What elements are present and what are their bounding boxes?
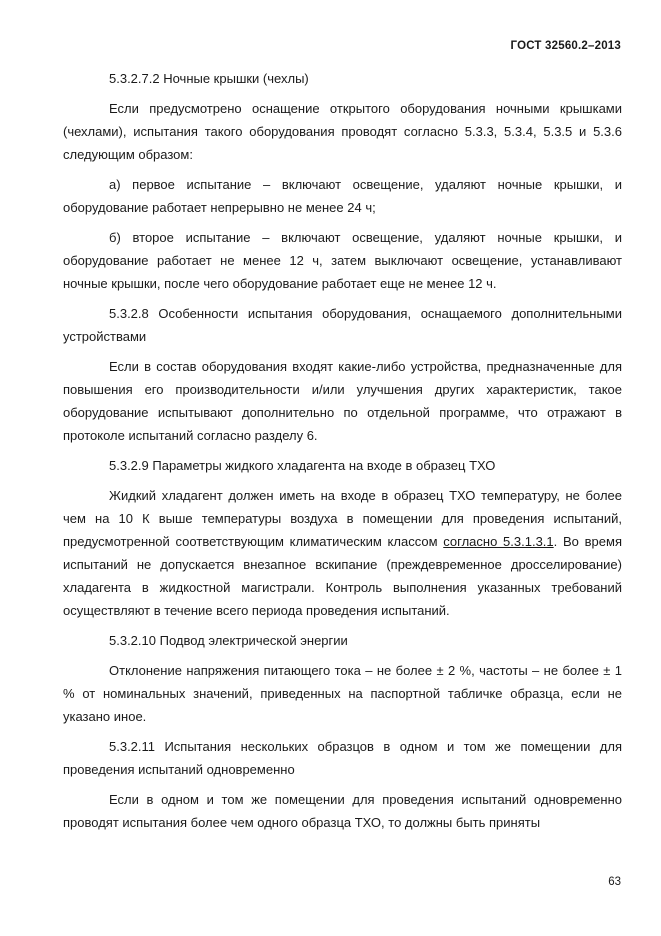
body-paragraph: Если в состав оборудования входят какие-либо устройства, предназначенные для повышения его производительности и/или улучшения других характеристик, такое оборудование испытывают дополнительно по отдельной программе, что отражают в протоколе испытаний согласно разделу 6. [63,359,622,443]
page-number: 63 [608,876,621,888]
section-heading-5-3-2-8: 5.3.2.8 Особенности испытания оборудования, оснащаемого дополнительными устройствами [63,306,622,344]
section-heading-5-3-2-10: 5.3.2.10 Подвод электрической энергии [109,633,348,648]
list-item-a: а) первое испытание – включают освещение, удаляют ночные крышки, и оборудование работает непрерывно не менее 24 ч; [63,177,622,215]
standard-header: ГОСТ 32560.2–2013 [510,40,621,52]
body-paragraph: Если предусмотрено оснащение открытого оборудования ночными крышками (чехлами), испытания такого оборудования проводят согласно 5.3.3, 5.3.4, 5.3.5 и 5.3.6 следующим образом: [63,101,622,162]
clause-reference-link[interactable]: согласно 5.3.1.3.1 [443,534,554,549]
section-heading-5-3-2-11: 5.3.2.11 Испытания нескольких образцов в одном и том же помещении для проведения испытаний одновременно [63,739,622,777]
list-item-b: б) второе испытание – включают освещение, удаляют ночные крышки, и оборудование работает не менее 12 ч, затем выключают освещение, устанавливают ночные крышки, после чего оборудование работает еще не менее 12 ч. [63,230,622,291]
body-paragraph-with-reference [63,484,622,622]
document-body [63,67,622,841]
body-paragraph: Если в одном и том же помещении для проведения испытаний одновременно проводят испытания более чем одного образца ТХО, то должны быть приняты [63,792,622,830]
section-heading-5-3-2-9: 5.3.2.9 Параметры жидкого хладагента на входе в образец ТХО [109,458,496,473]
section-heading-5-3-2-7-2: 5.3.2.7.2 Ночные крышки (чехлы) [109,71,309,86]
paragraph-text-start: Жидкий хладагент должен иметь на входе в образец ТХО температуру, не более чем на 10 К выше температуры воздуха в помещении для проведения испытаний, предусмотренной соответствующим климатическим классом [63,488,622,549]
paragraph-text-end: . Во время испытаний не допускается внезапное вскипание (преждевременное дросселирование) хладагента в жидкостной магистрали. Контроль выполнения указанных требований осуществляют в течение всего периода проведения испытаний. [63,534,622,618]
body-paragraph: Отклонение напряжения питающего тока – не более ± 2 %, частоты – не более ± 1 % от номинальных значений, приведенных на паспортной табличке образца, если не указано иное. [63,663,622,724]
